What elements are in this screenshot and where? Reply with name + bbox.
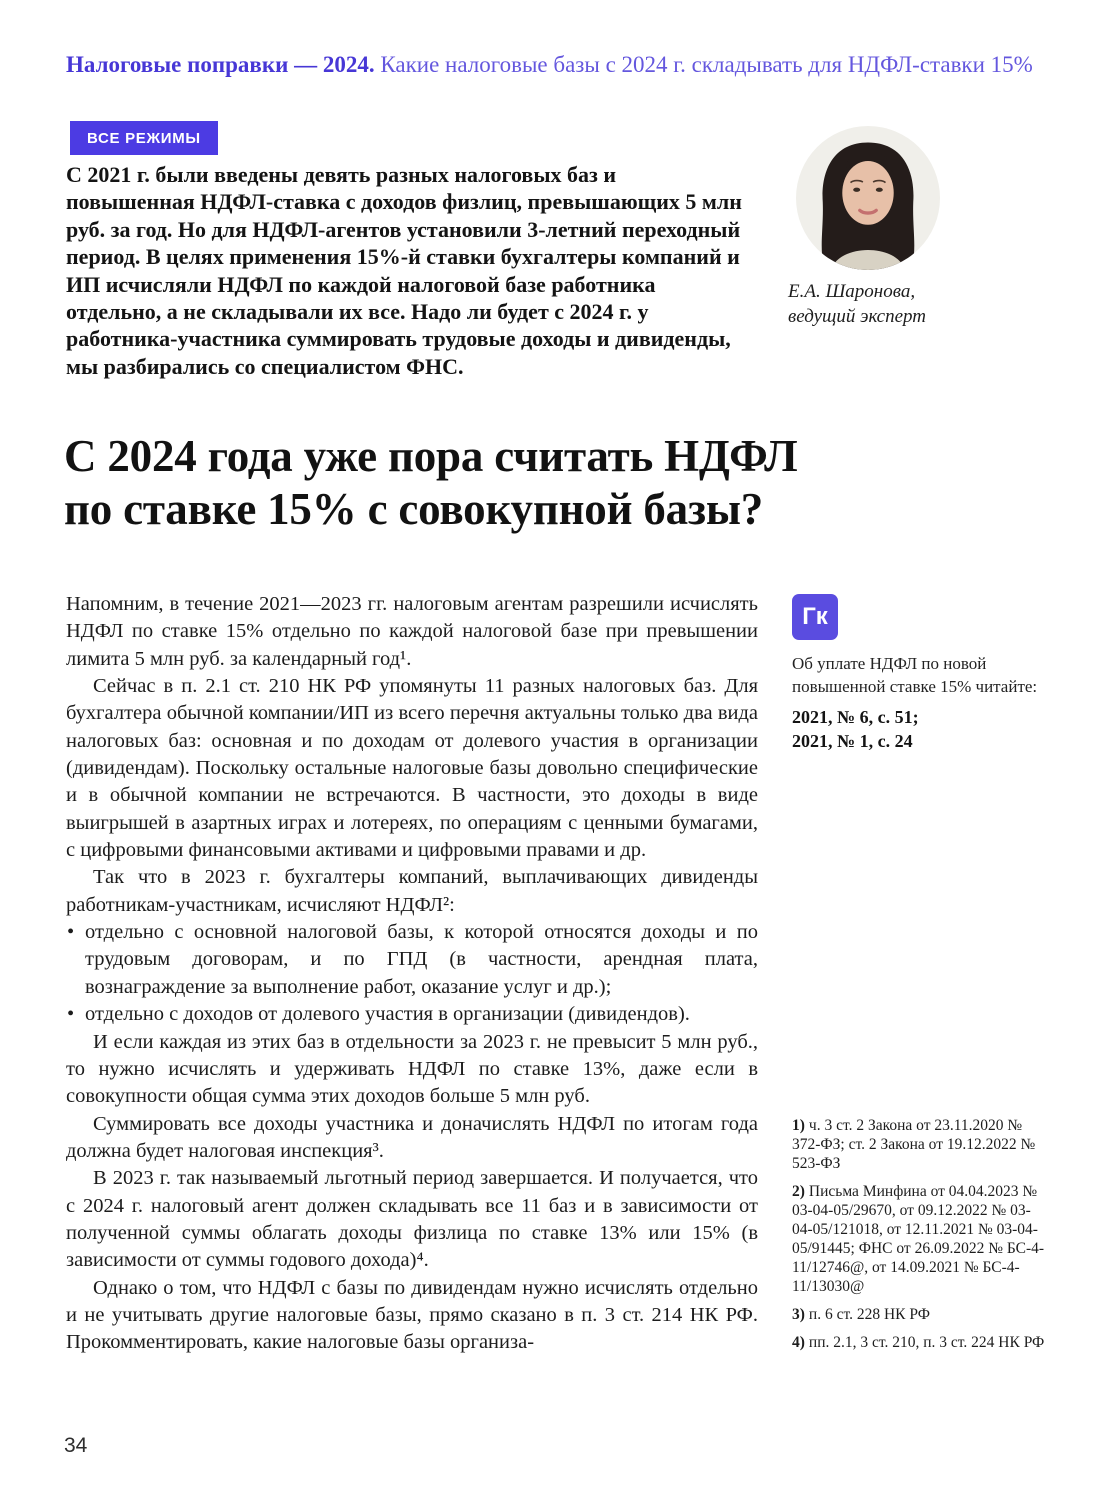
body-paragraph: Сейчас в п. 2.1 ст. 210 НК РФ упомянуты 11 разных налоговых баз. Для бухгалтера обычной компании/ИП из всего перечня актуальны только два вида налоговых баз: основная и по доходам от долевого участия в организации (дивидендам). Поскольку остальные налоговые базы довольно специфические и в обычной компании не встречаются. В частности, это доходы в виде выигрышей в азартных играх и лотереях, по операциям с ценными бумагами, с цифровыми финансовыми активами и цифровыми правами и др. xyxy=(66,675,758,862)
footnote-number: 1) xyxy=(792,1117,805,1134)
footnote-text: пп. 2.1, 3 ст. 210, п. 3 ст. 224 НК РФ xyxy=(808,1334,1045,1351)
article-body xyxy=(66,591,758,1357)
bullet-list xyxy=(66,919,758,1028)
running-head-section: Налоговые поправки — 2024. xyxy=(66,52,375,77)
body-paragraph: Суммировать все доходы участника и доначислять НДФЛ по итогам года должна будет налоговая инспекция³. xyxy=(66,1112,758,1162)
running-head xyxy=(66,50,1051,79)
footnote xyxy=(792,1182,1050,1296)
author-caption xyxy=(788,280,1044,329)
bullet-item: • отдельно с доходов от долевого участия в организации (дивидендов). xyxy=(66,1001,758,1028)
gk-magazine-logo-icon: Гк xyxy=(792,594,838,640)
author-block xyxy=(788,126,1044,329)
footnote-text: ч. 3 ст. 2 Закона от 23.11.2020 № 372-ФЗ; ст. 2 Закона от 19.12.2022 № 523-ФЗ xyxy=(792,1117,1036,1172)
footnote-number: 2) xyxy=(792,1183,805,1200)
sidebar-references xyxy=(792,706,1044,753)
body-paragraph: В 2023 г. так называемый льготный период завершается. И получается, что с 2024 г. налоговый агент должен складывать все 11 баз и в зависимости от полученной суммы облагать доходы физлица по ставке 13% или 15% (в зависимости от суммы годового дохода)⁴. xyxy=(66,1167,758,1272)
page-number: 34 xyxy=(64,1434,88,1457)
author-name: Е.А. Шаронова, xyxy=(788,281,916,302)
body-paragraph: Напомним, в течение 2021—2023 гг. налоговым агентам разрешили исчислять НДФЛ по ставке 15% отдельно по каждой налоговой базе при превышении лимита 5 млн руб. за календарный год¹. xyxy=(66,593,758,670)
footnote-text: Письма Минфина от 04.04.2023 № 03-04-05/29670, от 09.12.2022 № 03-04-05/121018, от 12.11.2021 № 03-04-05/91445; ФНС от 26.09.2022 № БС-4-11/12746@, от 14.09.2021 № БС-4-11/13030@ xyxy=(792,1183,1045,1295)
author-role: ведущий эксперт xyxy=(788,305,926,327)
footnote xyxy=(792,1116,1050,1173)
sidebar-reference: 2021, № 6, с. 51; xyxy=(792,707,919,727)
footnote-number: 4) xyxy=(792,1334,805,1351)
body-paragraph: Так что в 2023 г. бухгалтеры компаний, выплачивающих дивиденды работникам-участникам, исчисляют НДФЛ²: xyxy=(66,866,758,916)
footnote xyxy=(792,1305,1050,1324)
sidebar-note: Об уплате НДФЛ по новой повышенной ставке 15% читайте: xyxy=(792,654,1038,696)
article-title xyxy=(64,430,1064,536)
intro-paragraph: С 2021 г. были введены девять разных налоговых баз и повышенная НДФЛ-ставка с доходов физлиц, превышающих 5 млн руб. за год. Но для НДФЛ-агентов установили 3-летний переходный период. В целях применения 15%-й ставки бухгалтеры компаний и ИП исчисляли НДФЛ по каждой налоговой базе работника отдельно, а не складывали их все. Надо ли будет с 2024 г. у работника-участника суммировать трудовые доходы и дивиденды, мы разбирались со специалистом ФНС. xyxy=(66,162,742,379)
running-head-subtitle: Какие налоговые базы с 2024 г. складывать для НДФЛ-ставки 15% xyxy=(380,52,1033,77)
body-paragraph: Однако о том, что НДФЛ с базы по дивидендам нужно исчислять отдельно и не учитывать другие налоговые базы, прямо сказано в п. 3 ст. 214 НК РФ. Прокомментировать, какие налоговые базы организа- xyxy=(66,1276,758,1354)
sidebar xyxy=(792,594,1044,753)
footnote xyxy=(792,1333,1050,1352)
article-title-line1: С 2024 года уже пора считать НДФЛ xyxy=(64,431,798,481)
footnote-text: п. 6 ст. 228 НК РФ xyxy=(808,1306,930,1323)
footnote-number: 3) xyxy=(792,1306,805,1323)
footnotes xyxy=(792,1116,1050,1361)
article-title-line2: по ставке 15% с совокупной базы? xyxy=(64,484,764,534)
body-paragraph: И если каждая из этих баз в отдельности за 2023 г. не превысит 5 млн руб., то нужно исчислять и удерживать НДФЛ по ставке 13%, даже если в совокупности общая сумма этих доходов больше 5 млн руб. xyxy=(66,1030,758,1108)
author-photo xyxy=(796,126,940,270)
regime-badge: ВСЕ РЕЖИМЫ xyxy=(70,121,218,155)
sidebar-reference: 2021, № 1, с. 24 xyxy=(792,730,913,751)
bullet-item: • отдельно с основной налоговой базы, к которой относятся доходы и по трудовым договорам, и по ГПД (в частности, арендная плата, вознаграждение за выполнение работ, оказание услуг и др.); xyxy=(66,919,758,1001)
